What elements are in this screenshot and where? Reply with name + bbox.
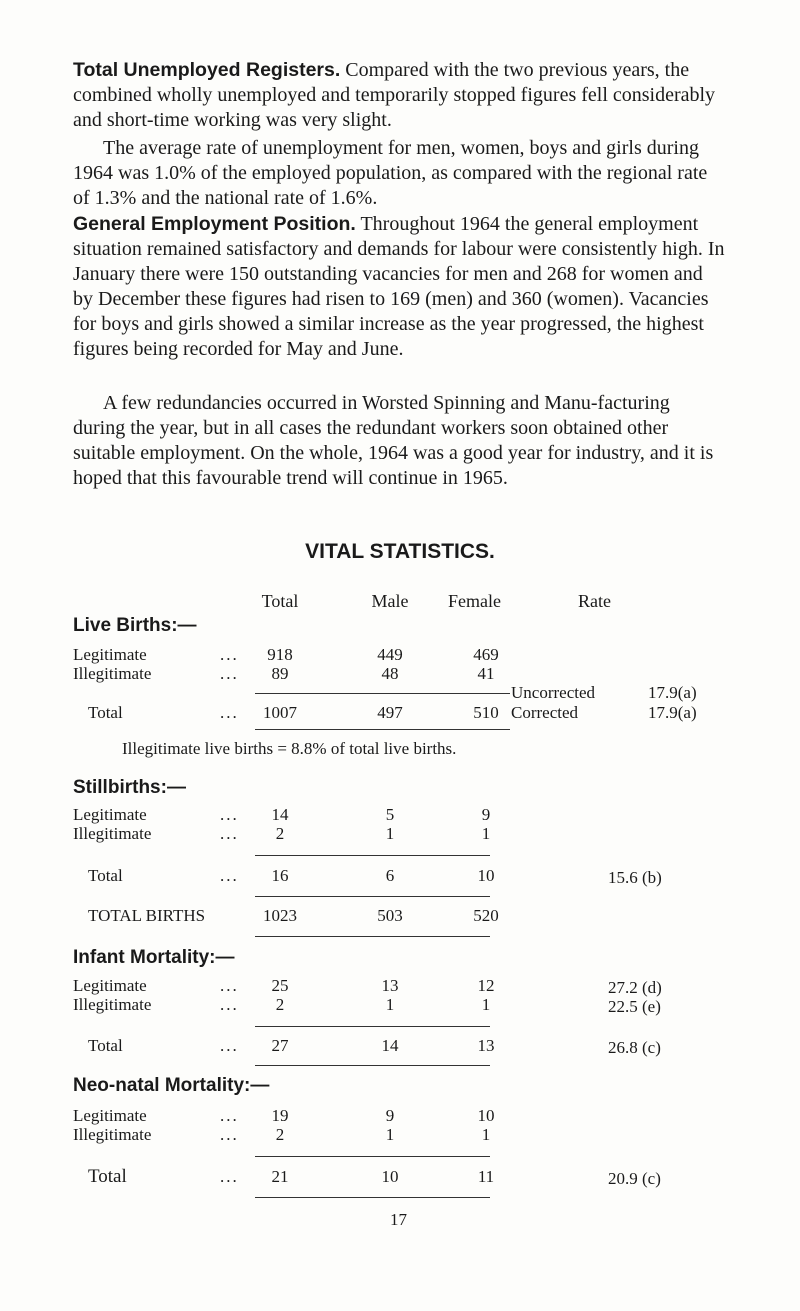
leader-dots: ...: [220, 976, 239, 995]
section-live-births: Live Births:—: [73, 615, 197, 636]
label-legitimate: Legitimate: [73, 805, 147, 824]
leader-dots: ...: [220, 703, 239, 722]
value-total: 14: [271, 805, 289, 824]
value-total: 1007: [263, 703, 297, 722]
value-female: 1: [481, 1125, 491, 1144]
value-male: 9: [385, 1106, 395, 1125]
label-illegitimate: Illegitimate: [73, 995, 152, 1014]
rate-stillbirths: 15.6 (b): [608, 868, 662, 887]
rate-infant-illegitimate: 22.5 (e): [608, 997, 661, 1016]
label-total: Total: [88, 866, 123, 885]
text-unemployed-registers: Compared with the two previous years, the combined wholly unemployed and temporarily stopped figures fell considerably and short-time working was very slight.: [73, 59, 716, 131]
value-female: 10: [477, 1106, 495, 1125]
leader-dots: ...: [220, 866, 239, 885]
value-male: 13: [381, 976, 399, 995]
rule: [255, 1156, 490, 1157]
label-legitimate: Legitimate: [73, 1106, 147, 1125]
label-legitimate: Legitimate: [73, 645, 147, 664]
value-male: 48: [381, 664, 399, 683]
value-male: 6: [385, 866, 395, 885]
heading-unemployed-registers: Total Unemployed Registers.: [73, 59, 341, 81]
rate-infant-legitimate: 27.2 (d): [608, 978, 662, 997]
value-total: 89: [271, 664, 289, 683]
paragraph-redundancies: A few redundancies occurred in Worsted Spinning and Manu-facturing during the year, but in all cases the redundant workers soon obtained other suitable employment. On the whole, 1964 was a good year for industry, and it is hoped that this favourable trend will continue in 1965.: [73, 392, 714, 489]
value-total: 2: [275, 995, 285, 1014]
paragraph-unemployed-registers: [73, 58, 725, 133]
header-total: Total: [261, 591, 299, 611]
rule: [255, 1065, 490, 1066]
value-total: 918: [267, 645, 293, 664]
header-rate: Rate: [578, 591, 611, 611]
value-female: 510: [473, 703, 499, 722]
value-male: 10: [381, 1167, 399, 1186]
value-total: 16: [271, 866, 289, 885]
value-male: 449: [377, 645, 403, 664]
value-male: 497: [377, 703, 403, 722]
leader-dots: ...: [220, 995, 239, 1014]
rule: [255, 896, 490, 897]
text-employment-position: Throughout 1964 the general employment situation remained satisfactory and demands for labour were consistently high. In January there were 150 outstanding vacancies for men and 268 for women and by December these figures had risen to 169 (men) and 360 (women). Vacancies for boys and girls showed a similar increase as the year progressed, the highest figures being recorded for May and June.: [73, 213, 725, 360]
value-male: 5: [385, 805, 395, 824]
heading-employment-position: General Employment Position.: [73, 213, 356, 235]
value-female: 13: [477, 1036, 495, 1055]
rule: [255, 855, 490, 856]
value-male: 503: [377, 906, 403, 925]
label-total-births: TOTAL BIRTHS: [88, 906, 206, 925]
label-legitimate: Legitimate: [73, 976, 147, 995]
leader-dots: ...: [220, 1106, 239, 1125]
header-female: Female: [448, 591, 501, 611]
section-stillbirths: Stillbirths:—: [73, 777, 186, 798]
value-female: 1: [481, 995, 491, 1014]
rule: [255, 1197, 490, 1198]
illegitimate-note: Illegitimate live births = 8.8% of total live births.: [122, 739, 457, 758]
leader-dots: ...: [220, 824, 239, 843]
section-neonatal-mortality: Neo-natal Mortality:—: [73, 1075, 270, 1096]
paragraph-unemployment-rate: The average rate of unemployment for men, women, boys and girls during 1964 was 1.0% of the employed population, as compared with the regional rate of 1.3% and the national rate of 1.6%.: [73, 137, 708, 209]
rate-corrected: 17.9(a): [648, 703, 697, 722]
value-male: 1: [385, 824, 395, 843]
rule: [255, 729, 510, 730]
rate-uncorrected: 17.9(a): [648, 683, 697, 702]
label-total: Total: [88, 1036, 123, 1055]
value-female: 10: [477, 866, 495, 885]
page-number: 17: [390, 1210, 407, 1229]
label-corrected: Corrected: [511, 703, 579, 722]
rule: [255, 1026, 490, 1027]
value-female: 12: [477, 976, 495, 995]
leader-dots: ...: [220, 645, 239, 664]
section-infant-mortality: Infant Mortality:—: [73, 947, 235, 968]
value-total: 2: [275, 824, 285, 843]
leader-dots: ...: [220, 664, 239, 683]
value-female: 41: [477, 664, 495, 683]
leader-dots: ...: [220, 1125, 239, 1144]
value-female: 11: [477, 1167, 495, 1186]
rule: [255, 936, 490, 937]
rate-neonatal-total: 20.9 (c): [608, 1169, 661, 1188]
value-total: 27: [271, 1036, 289, 1055]
label-uncorrected: Uncorrected: [511, 683, 596, 702]
paragraph-employment-position: [73, 212, 725, 362]
value-male: 1: [385, 1125, 395, 1144]
leader-dots: ...: [220, 805, 239, 824]
header-male: Male: [371, 591, 409, 611]
rate-infant-total: 26.8 (c): [608, 1038, 661, 1057]
value-total: 25: [271, 976, 289, 995]
value-total: 1023: [263, 906, 297, 925]
rule: [255, 693, 510, 694]
label-illegitimate: Illegitimate: [73, 664, 152, 683]
value-male: 14: [381, 1036, 399, 1055]
value-female: 9: [481, 805, 491, 824]
value-female: 1: [481, 824, 491, 843]
vital-statistics-title: VITAL STATISTICS.: [305, 540, 495, 563]
value-total: 2: [275, 1125, 285, 1144]
value-total: 21: [271, 1167, 289, 1186]
label-total: Total: [88, 703, 123, 722]
value-female: 520: [473, 906, 499, 925]
value-female: 469: [473, 645, 499, 664]
leader-dots: ...: [220, 1167, 239, 1186]
label-illegitimate: Illegitimate: [73, 1125, 152, 1144]
value-male: 1: [385, 995, 395, 1014]
label-illegitimate: Illegitimate: [73, 824, 152, 843]
leader-dots: ...: [220, 1036, 239, 1055]
label-total: Total: [88, 1166, 127, 1187]
value-total: 19: [271, 1106, 289, 1125]
